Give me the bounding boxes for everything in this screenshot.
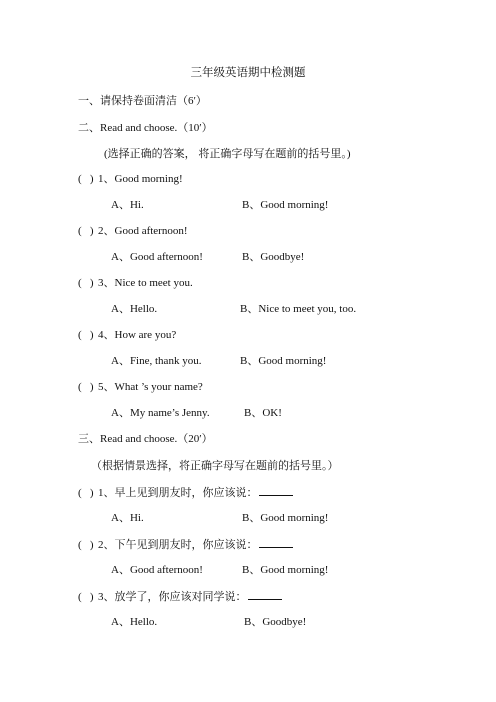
- answer-paren[interactable]: ( ): [78, 173, 94, 185]
- section-2-instruction: (选择正确的答案， 将正确字母写在题前的括号里。): [104, 148, 351, 160]
- option-a: A、Fine, thank you.: [111, 355, 202, 367]
- answer-paren[interactable]: ( ): [78, 329, 94, 341]
- question-text: 3、放学了，你应该对同学说：: [98, 591, 247, 603]
- option-b: B、Good morning!: [242, 199, 329, 211]
- question-text: 1、Good morning!: [98, 173, 183, 185]
- section-3-heading: 三、Read and choose.（20′）: [78, 433, 213, 445]
- question-row: [78, 276, 193, 290]
- question-row: [78, 380, 203, 394]
- question-row: [78, 224, 188, 238]
- question-row: [78, 589, 282, 604]
- option-b: B、Goodbye!: [242, 251, 305, 263]
- answer-paren[interactable]: ( ): [78, 225, 94, 237]
- question-text: 4、How are you?: [98, 329, 177, 341]
- question-text: 5、What ’s your name?: [98, 381, 203, 393]
- option-a: A、Good afternoon!: [111, 564, 203, 576]
- answer-paren[interactable]: ( ): [78, 487, 94, 499]
- question-row: [78, 485, 293, 500]
- option-b: B、Good morning!: [242, 564, 329, 576]
- option-a: A、Hello.: [111, 616, 158, 628]
- option-a: A、Good afternoon!: [111, 251, 203, 263]
- option-b: B、Goodbye!: [244, 616, 307, 628]
- section-3-instruction: （根据情景选择，将正确字母写在题前的括号里。）: [91, 460, 339, 472]
- page-title: 三年级英语期中检测题: [190, 67, 306, 79]
- question-row: [78, 328, 176, 342]
- answer-paren[interactable]: ( ): [78, 277, 94, 289]
- option-b: B、OK!: [244, 407, 282, 419]
- question-text: 2、Good afternoon!: [98, 225, 188, 237]
- question-row: [78, 537, 293, 552]
- answer-paren[interactable]: ( ): [78, 381, 94, 393]
- question-text: 2、下午见到朋友时，你应该说：: [98, 539, 258, 551]
- answer-paren[interactable]: ( ): [78, 591, 94, 603]
- question-text: 3、Nice to meet you.: [98, 277, 193, 289]
- option-a: A、My name’s Jenny.: [111, 407, 210, 419]
- section-2-heading: 二、Read and choose.（10′）: [78, 122, 213, 134]
- question-row: [78, 172, 183, 186]
- question-text: 1、早上见到朋友时，你应该说：: [98, 487, 258, 499]
- section-1-heading: 一、请保持卷面清洁（6′）: [78, 95, 207, 107]
- option-b: B、Good morning!: [242, 512, 329, 524]
- option-a: A、Hi.: [111, 512, 144, 524]
- option-b: B、Nice to meet you, too.: [240, 303, 357, 315]
- option-a: A、Hello.: [111, 303, 158, 315]
- answer-blank[interactable]: [259, 485, 293, 496]
- option-a: A、Hi.: [111, 199, 144, 211]
- answer-blank[interactable]: [259, 537, 293, 548]
- answer-blank[interactable]: [248, 589, 282, 600]
- answer-paren[interactable]: ( ): [78, 539, 94, 551]
- option-b: B、Good morning!: [240, 355, 327, 367]
